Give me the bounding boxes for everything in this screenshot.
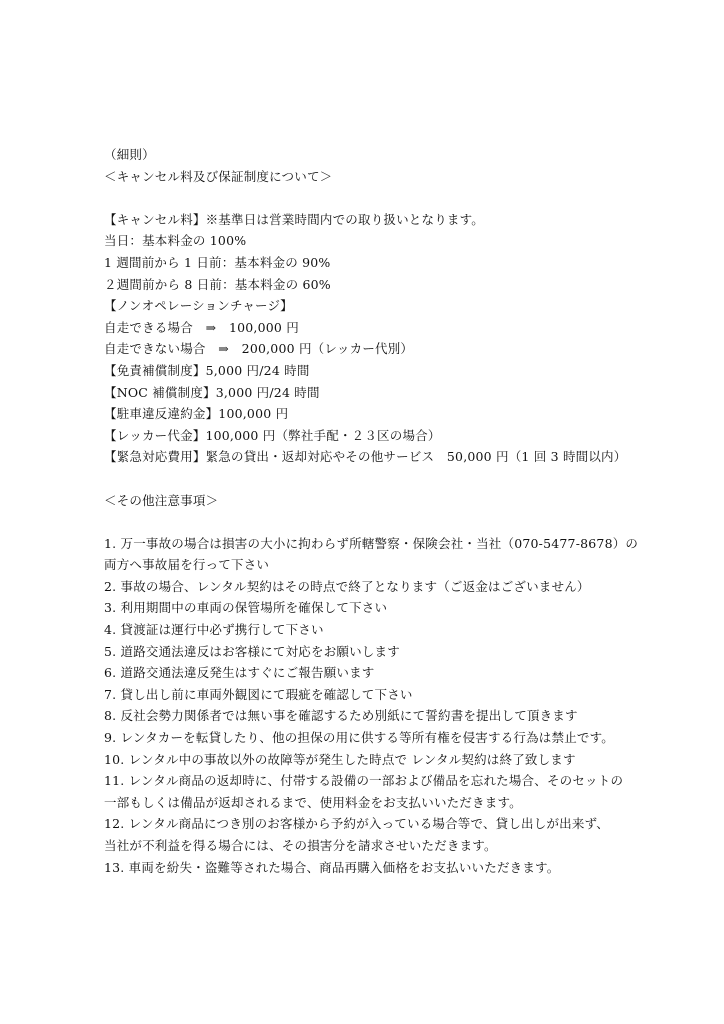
note-item: [104, 813, 664, 856]
note-item: [104, 662, 664, 684]
fee-line: 【緊急対応費用】緊急の貸出・返却対応やその他サービス 50,000 円（1 回 3 時間以内）: [104, 449, 627, 465]
document-heading: （細則）: [104, 147, 155, 162]
document-body: [104, 144, 664, 878]
note-item: [104, 727, 664, 749]
fee-line: 1 週間前から 1 日前：基本料金の 90%: [104, 254, 331, 270]
note-text: 7. 貸し出し前に車両外観図にて瑕疵を確認して下さい: [104, 686, 413, 702]
note-text: 一部もしくは備品が返却されるまで、使用料金をお支払いいただきます。: [104, 794, 522, 810]
fee-line: 【NOC 補償制度】3,000 円/24 時間: [104, 384, 320, 400]
fee-line: 自走できない場合 ⇒ 200,000 円（レッカー代別）: [104, 341, 414, 357]
note-text: 両方へ事故届を行って下さい: [104, 557, 270, 573]
fee-line: 【駐車違反違約金】100,000 円: [104, 406, 289, 422]
note-text: 13. 車両を紛失・盗難等された場合、商品再購入価格をお支払いいただきます。: [104, 859, 560, 875]
fee-line: 当日：基本料金の 100%: [104, 233, 247, 249]
note-text: 10. レンタル中の事故以外の故障等が発生した時点で レンタル契約は終了致します: [104, 751, 576, 767]
note-item: [104, 619, 664, 641]
note-text: 3. 利用期間中の車両の保管場所を確保して下さい: [104, 600, 388, 616]
note-item: [104, 749, 664, 771]
spacer: [104, 187, 664, 209]
note-text: 6. 道路交通法違反発生はすぐにご報告願います: [104, 665, 375, 681]
notes-list: [104, 533, 664, 879]
note-text: 12. レンタル商品につき別のお客様から予約が入っている場合等で、貸し出しが出来ず、: [104, 816, 609, 832]
note-text: 11. レンタル商品の返却時に、付帯する設備の一部および備品を忘れた場合、そのセットの: [104, 773, 624, 789]
note-item: [104, 705, 664, 727]
note-text: 2. 事故の場合、レンタル契約はその時点で終了となります（ご返金はございません）: [104, 578, 590, 594]
spacer: [104, 468, 664, 490]
note-item: [104, 770, 664, 813]
fee-line: 【レッカー代金】100,000 円（弊社手配・２３区の場合）: [104, 427, 441, 443]
note-item: [104, 597, 664, 619]
notes-title: ＜その他注意事項＞: [104, 492, 219, 508]
note-item: [104, 641, 664, 663]
note-item: [104, 533, 664, 576]
section-title: ＜キャンセル料及び保証制度について＞: [104, 168, 333, 184]
note-text: 9. レンタカーを転貸したり、他の担保の用に供する等所有権を侵害する行為は禁止です。: [104, 730, 614, 746]
fee-line: 【免責補償制度】5,000 円/24 時間: [104, 362, 310, 378]
note-text: 4. 貸渡証は運行中必ず携行して下さい: [104, 622, 324, 638]
note-text: 8. 反社会勢力関係者では無い事を確認するため別紙にて誓約書を提出して頂きます: [104, 708, 578, 724]
note-item: [104, 684, 664, 706]
fee-line: ２週間前から 8 日前：基本料金の 60%: [104, 276, 331, 292]
fee-line: 自走できる場合 ⇒ 100,000 円: [104, 319, 299, 335]
note-text: 5. 道路交通法違反はお客様にて対応をお願いします: [104, 643, 400, 659]
fee-list: [104, 209, 664, 468]
fee-line: 【キャンセル料】※基準日は営業時間内での取り扱いとなります。: [104, 211, 485, 227]
note-item: [104, 576, 664, 598]
fee-line: 【ノンオペレーションチャージ】: [104, 298, 293, 314]
note-text: 1. 万一事故の場合は損害の大小に拘わらず所轄警察・保険会社・当社（070-5477-8678）の: [104, 535, 639, 551]
note-item: [104, 857, 664, 879]
note-text: 当社が不利益を得る場合には、その損害分を請求させいただきます。: [104, 838, 497, 853]
